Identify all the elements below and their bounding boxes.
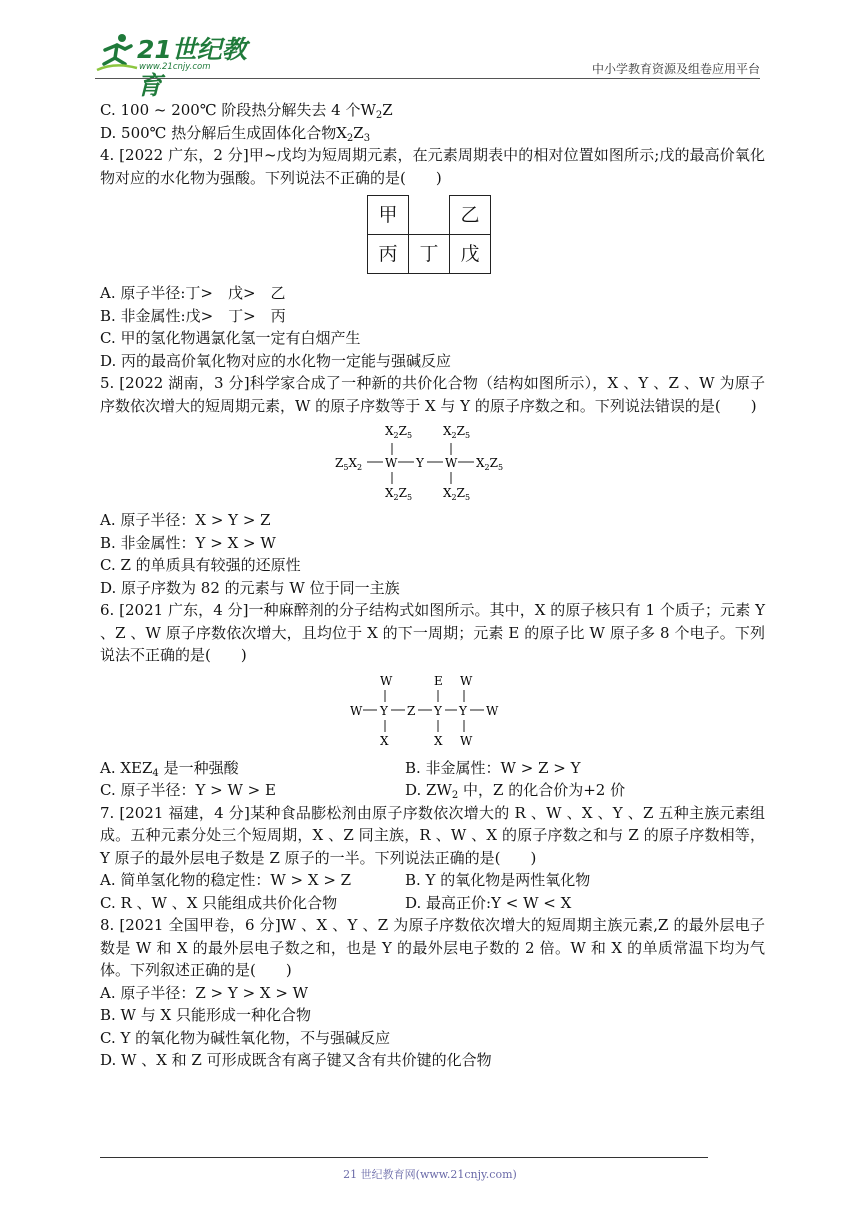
grid-cell: 丁	[409, 235, 450, 274]
q6-options-row2	[100, 779, 765, 802]
q5-option-d: D. 原子序数为 82 的元素与 W 位于同一主族	[100, 578, 400, 597]
grid-cell: 丙	[368, 235, 409, 274]
q5-stem: 5. [2022 湖南，3 分]科学家合成了一种新的共价化合物（结构如图所示），X 、Y 、Z 、W 为原子序数依次增大的短周期元素，W 的原子序数等于 X 与 Y 的原子序数之和。下列说法错误的是( )	[100, 374, 765, 415]
q4-option-d: D. 丙的最高价氧化物对应的水化物一定能与强碱反应	[100, 351, 452, 370]
q8-stem: 8. [2021 全国甲卷，6 分]W 、X 、Y 、Z 为原子序数依次增大的短周期主族元素,Z 的最外层电子数是 W 和 X 的最外层电子数之和，也是 Y 的最外层电子数的 2 倍。W 和 X 的单质常温下均为气体。下列叙述正确的是( )	[100, 916, 765, 979]
q8-option-c: C. Y 的氧化物为碱性氧化物，不与强碱反应	[100, 1028, 391, 1047]
grid-cell-empty	[409, 196, 450, 235]
svg-text:X2Z5: $X_2Z_5$	[385, 486, 413, 502]
q5-top-right-group	[443, 424, 470, 440]
q4-option-c: C. 甲的氢化物遇氯化氢一定有白烟产生	[100, 329, 361, 347]
q7-stem: 7. [2021 福建，4 分]某种食品膨松剂由原子序数依次增大的 R 、W 、X 、Y 、Z 五种主族元素组成。五种元素分处三个短周期，X 、Z 同主族，R 、W 、X 的原子序数之和与 Z 的原子序数相等，Y 原子的最外层电子数是 Z 原子的一半。下列说法正确的是( )	[100, 803, 765, 867]
q4-option-b: B. 非金属性:戊> 丁> 丙	[100, 306, 286, 325]
logo-text: 21世纪教育	[137, 35, 247, 100]
q8-option-b: B. W 与 X 只能形成一种化合物	[100, 1006, 311, 1024]
q8-option-d: D. W 、X 和 Z 可形成既含有离子键又含有共价键的化合物	[100, 1051, 492, 1069]
q5-top-left-group	[385, 424, 412, 440]
footer-text: 21 世纪教育网(www.21cnjy.com)	[343, 1168, 517, 1181]
q6-stem: 6. [2021 广东，4 分]一种麻醉剂的分子结构式如图所示。其中，X 的原子核只有 1 个质子；元素 Y 、Z 、W 原子序数依次增大，且均位于 X 的下一周期；元素 E 的原子比 W 原子多 8 个电子。下列说法不正确的是( )	[100, 601, 765, 664]
q5-middle-row	[335, 456, 503, 472]
grid-cell: 戊	[450, 235, 491, 274]
q3-option-d: D. 500℃ 热分解后生成固体化合物$X_2Z_3$	[100, 123, 371, 144]
logo-url: www.21cnjy.com	[139, 62, 211, 72]
svg-text:W: W	[380, 673, 393, 688]
q6-option-b: B. 非金属性：W > Z > Y	[405, 758, 581, 777]
svg-text:X: X	[380, 733, 389, 748]
q7-option-a: A. 简单氢化物的稳定性：W > X > Z	[100, 871, 352, 889]
svg-text:W: W	[486, 703, 499, 718]
q7-option-c: C. R 、W 、X 只能组成共价化合物	[100, 893, 338, 912]
svg-text:X2Z5: $X_2Z_5$	[385, 424, 413, 440]
q5-option-b: B. 非金属性：Y > X > W	[100, 533, 276, 552]
q7-option-d: D. 最高正价:Y < W < X	[405, 893, 572, 912]
svg-text:W: W	[445, 456, 458, 470]
svg-text:Y: Y	[459, 703, 467, 718]
svg-text:X2Z5: $X_2Z_5$	[476, 456, 504, 472]
svg-text:W: W	[460, 673, 473, 688]
q7-options-row2	[100, 892, 765, 915]
header-platform-text: 中小学教育资源及组卷应用平台	[591, 62, 760, 76]
svg-text:E: E	[434, 673, 443, 688]
question-content	[100, 99, 765, 1072]
q5-option-c: C. Z 的单质具有较强的还原性	[100, 556, 301, 574]
q4-periodic-grid	[100, 189, 765, 282]
svg-text:X2Z5: $X_2Z_5$	[443, 486, 471, 502]
q6-option-a: A. $XEZ_4$ 是一种强酸	[100, 758, 239, 779]
page-header	[95, 28, 760, 100]
q7-option-b: B. Y 的氧化物是两性氧化物	[405, 871, 591, 889]
svg-text:Y: Y	[434, 703, 442, 718]
q6-option-d: D. $ZW_2$ 中，Z 的化合价为+2 价	[405, 781, 626, 801]
header-divider	[95, 78, 760, 79]
grid-cell: 乙	[450, 196, 491, 235]
logo	[95, 32, 265, 100]
q3-option-c: C. 100 ~ 200℃ 阶段热分解失去 4 个$W_2Z$	[100, 101, 393, 121]
svg-text:W: W	[385, 456, 398, 470]
q5-option-a: A. 原子半径：X > Y > Z	[100, 511, 271, 529]
svg-text:Y: Y	[380, 703, 388, 718]
q6-options-row1	[100, 757, 765, 780]
svg-text:X2Z5: $X_2Z_5$	[443, 424, 471, 440]
svg-text:Y: Y	[416, 456, 424, 470]
q6-structure-diagram	[100, 667, 765, 757]
q4-option-a: A. 原子半径:丁> 戊> 乙	[100, 284, 286, 302]
svg-text:W: W	[460, 733, 473, 748]
q8-option-a: A. 原子半径：Z > Y > X > W	[100, 983, 309, 1002]
q5-structure-diagram	[100, 417, 765, 509]
svg-text:X: X	[434, 733, 443, 748]
svg-text:W: W	[350, 703, 363, 718]
q7-options-row1	[100, 869, 765, 892]
q4-stem: 4. [2022 广东，2 分]甲~戊均为短周期元素，在元素周期表中的相对位置如图所示;戊的最高价氧化物对应的水化物为强酸。下列说法不正确的是( )	[100, 146, 765, 187]
grid-cell: 甲	[368, 196, 409, 235]
q5-bottom-groups	[385, 486, 470, 502]
svg-text:Z5X2: $Z_5X_2$	[335, 456, 363, 472]
runner-logo-icon	[95, 32, 139, 76]
svg-text:Z: Z	[407, 703, 416, 718]
footer-divider	[100, 1157, 708, 1158]
q6-option-c: C. 原子半径：Y > W > E	[100, 781, 276, 799]
